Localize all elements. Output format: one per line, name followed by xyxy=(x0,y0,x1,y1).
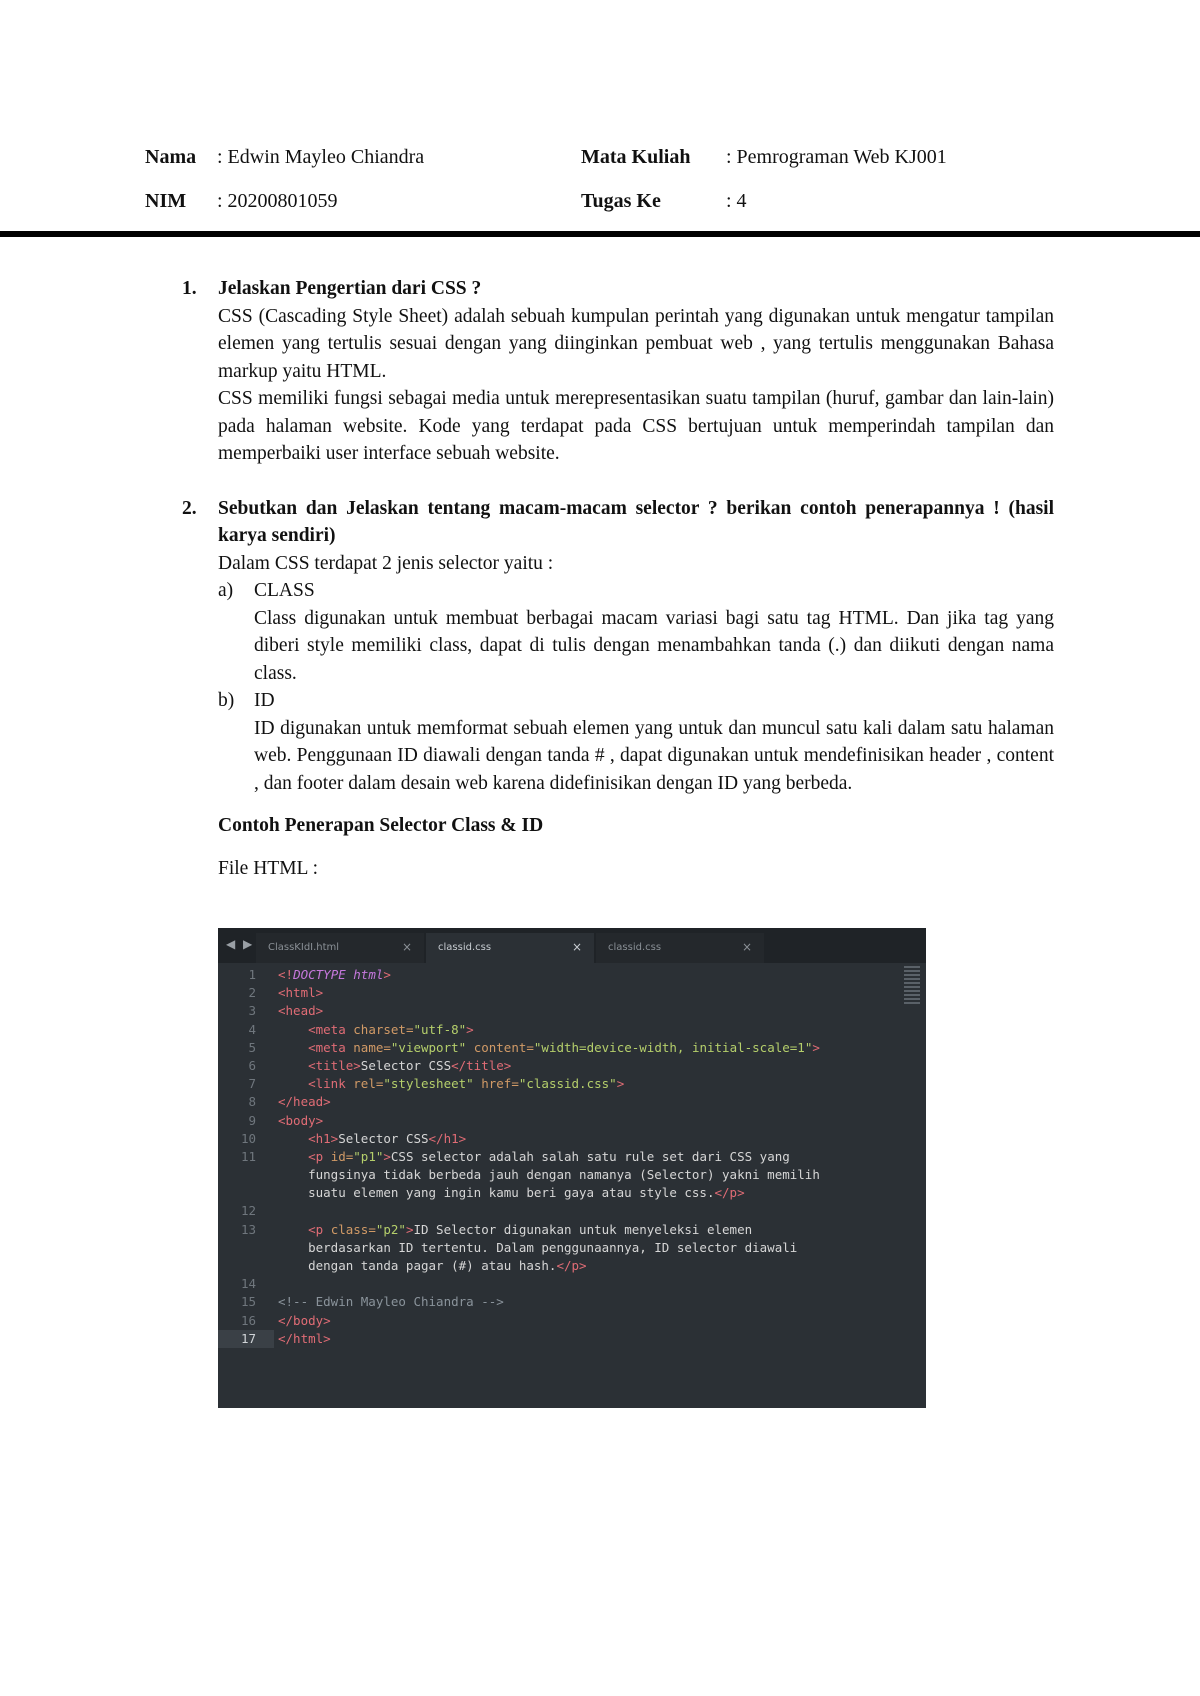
code-line: <meta charset="utf-8"> xyxy=(308,1021,474,1037)
question-2-intro: Dalam CSS terdapat 2 jenis selector yaitu : xyxy=(218,552,554,574)
selector-class-title: CLASS xyxy=(254,580,315,601)
selector-id-item xyxy=(182,687,1054,797)
line-number: 2 xyxy=(248,985,256,1001)
close-icon: × xyxy=(571,940,582,954)
question-2-number: 2. xyxy=(182,497,197,519)
code-line: suatu elemen yang ingin kamu beri gaya atau style css.</p> xyxy=(278,1185,745,1201)
selector-id-label: b) xyxy=(218,690,235,711)
nama-label: Nama xyxy=(145,146,197,168)
document-body xyxy=(182,275,1054,882)
question-1-number: 1. xyxy=(182,278,197,299)
line-number: 11 xyxy=(240,1148,256,1164)
editor-tab-name: classid.css xyxy=(438,942,492,953)
selector-id-title: ID xyxy=(254,690,275,711)
line-number: 1 xyxy=(248,967,256,982)
code-line: <meta name="viewport" content="width=device-width, initial-scale=1"> xyxy=(308,1039,820,1055)
line-number: 13 xyxy=(240,1221,256,1237)
file-html-label: File HTML : xyxy=(218,857,319,879)
question-1-title: Jelaskan Pengertian dari CSS ? xyxy=(218,278,482,299)
line-number xyxy=(218,1239,274,1257)
line-number: 10 xyxy=(240,1130,256,1146)
line-number: 6 xyxy=(248,1057,256,1073)
editor-tab xyxy=(256,933,424,963)
code-line: berdasarkan ID tertentu. Dalam penggunaannya, ID selector diawali xyxy=(278,1239,798,1255)
line-number: 3 xyxy=(248,1003,256,1019)
matkul-label: Mata Kuliah xyxy=(581,146,691,168)
code-line: fungsinya tidak berbeda jauh dengan namanya (Selector) yakni memilih xyxy=(278,1167,820,1183)
line-number-current: 17 xyxy=(218,1330,274,1348)
tugas-label: Tugas Ke xyxy=(581,190,661,212)
question-1-paragraph-1: CSS (Cascading Style Sheet) adalah sebuah kumpulan perintah yang digunakan untuk mengatur tampilan elemen yang tertulis sesuai dengan yang diinginkan pembuat web , yang tertulis menggunakan Bahasa markup yaitu HTML. xyxy=(218,305,1054,382)
editor-tab-active xyxy=(426,933,594,963)
tugas-value: : 4 xyxy=(726,190,747,212)
editor-tab-name: classid.css xyxy=(608,942,662,953)
question-2-title: Sebutkan dan Jelaskan tentang macam-macam selector ? berikan contoh penerapannya ! (hasil karya sendiri) xyxy=(218,497,1054,546)
line-number: 12 xyxy=(240,1203,256,1219)
question-1-paragraph-2: CSS memiliki fungsi sebagai media untuk merepresentasikan suatu tampilan (huruf, gambar dan lain-lain) pada halaman website. Kode yang terdapat pada CSS bertujuan untuk memperindah tampilan dan memperbaiki user interface sebuah website. xyxy=(218,388,1054,464)
selector-id-text: ID digunakan untuk memformat sebuah elemen yang untuk dan muncul satu kali dalam satu halaman web. Penggunaan ID diawali dengan tanda # , dapat digunakan untuk mendefinisikan header , content , dan footer dalam desain web karena didefinisikan dengan ID yang berbeda. xyxy=(254,717,1054,794)
code-line: </html> xyxy=(278,1330,331,1346)
line-number: 9 xyxy=(248,1112,256,1128)
code-line: <html> xyxy=(278,985,324,1001)
code-line xyxy=(278,1275,878,1293)
code-editor-screenshot xyxy=(218,928,926,1408)
line-number xyxy=(218,1166,274,1184)
line-number: 16 xyxy=(240,1312,256,1328)
code-line: <title>Selector CSS</title> xyxy=(308,1057,512,1073)
line-number: 4 xyxy=(248,1021,256,1037)
editor-minimap xyxy=(904,966,920,1010)
example-section xyxy=(182,812,1054,882)
code-line: <!DOCTYPE html> xyxy=(278,967,391,982)
code-line: </body> xyxy=(278,1312,331,1328)
line-number: 14 xyxy=(240,1276,256,1292)
code-lines xyxy=(278,966,878,1348)
code-line: <head> xyxy=(278,1003,324,1019)
code-line: <!-- Edwin Mayleo Chiandra --> xyxy=(278,1294,504,1310)
line-number xyxy=(218,1184,274,1202)
selector-class-label: a) xyxy=(218,580,234,601)
matkul-value: : Pemrograman Web KJ001 xyxy=(726,146,947,168)
line-number: 7 xyxy=(248,1076,256,1092)
line-number: 5 xyxy=(248,1039,256,1055)
editor-tab xyxy=(596,933,764,963)
example-title: Contoh Penerapan Selector Class & ID xyxy=(218,815,544,836)
code-line: <body> xyxy=(278,1112,324,1128)
selector-class-text: Class digunakan untuk membuat berbagai macam variasi bagi satu tag HTML. Dan jika tag yang diberi style memiliki class, dapat di tulis dengan menambahkan tanda (.) dan diikuti dengan nama class. xyxy=(254,607,1054,684)
close-icon: × xyxy=(401,940,412,954)
code-line: dengan tanda pagar (#) atau hash.</p> xyxy=(278,1258,587,1273)
selector-class-item xyxy=(182,577,1054,687)
tab-nav-arrows-icon: ◀ ▶ xyxy=(226,937,255,951)
code-line: </head> xyxy=(278,1094,331,1110)
question-1 xyxy=(182,275,1054,468)
line-number-gutter xyxy=(218,966,274,1348)
code-line: <p id="p1">CSS selector adalah salah satu rule set dari CSS yang xyxy=(308,1148,790,1164)
code-line: <link rel="stylesheet" href="classid.css"> xyxy=(308,1076,625,1092)
nim-label: NIM xyxy=(145,190,187,212)
line-number: 15 xyxy=(240,1294,256,1310)
header-divider xyxy=(0,231,1200,237)
nama-value: : Edwin Mayleo Chiandra xyxy=(217,146,425,168)
line-number: 8 xyxy=(248,1094,256,1110)
question-2 xyxy=(182,495,1054,578)
code-line xyxy=(278,1202,878,1220)
nim-value: : 20200801059 xyxy=(217,190,338,212)
code-line: <p class="p2">ID Selector digunakan untuk menyeleksi elemen xyxy=(308,1221,753,1237)
code-line: <h1>Selector CSS</h1> xyxy=(308,1130,467,1146)
editor-tab-bar xyxy=(218,928,926,963)
editor-tab-name: ClassKIdI.html xyxy=(268,942,340,953)
close-icon: × xyxy=(741,940,752,954)
line-number xyxy=(218,1257,274,1275)
